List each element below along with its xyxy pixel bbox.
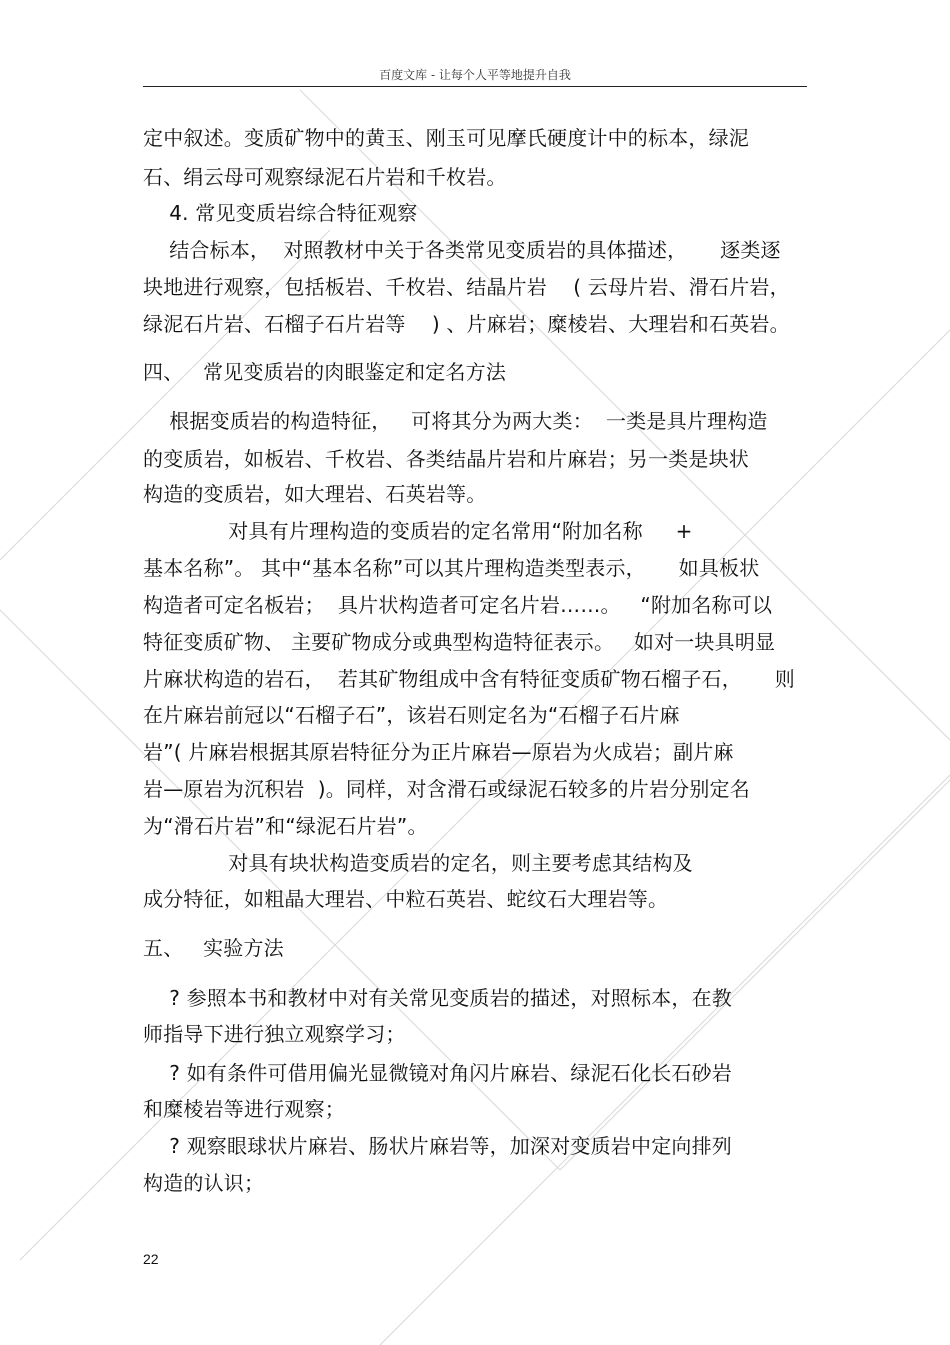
page-number: 22: [143, 1251, 159, 1267]
section-heading: 四、 常见变质岩的肉眼鉴定和定名方法: [143, 360, 507, 384]
body-line: 的变质岩，如板岩、千枚岩、各类结晶片岩和片麻岩；另一类是块状: [143, 447, 749, 471]
body-line: 定中叙述。变质矿物中的黄玉、刚玉可见摩氏硬度计中的标本，绿泥: [143, 126, 749, 150]
body-line: 结合标本， 对照教材中关于各类常见变质岩的具体描述， 逐类逐: [143, 238, 781, 262]
body-line: 特征变质矿物、 主要矿物成分或典型构造特征表示。 如对一块具明显: [143, 630, 776, 654]
body-line: 片麻状构造的岩石， 若其矿物组成中含有特征变质矿物石榴子石， 则: [143, 667, 795, 691]
body-line: 块地进行观察，包括板岩、千枚岩、结晶片岩 ( 云母片岩、滑石片岩，: [143, 275, 790, 299]
body-line: 对具有块状构造变质岩的定名，则主要考虑其结构及: [143, 851, 693, 875]
body-line: 成分特征，如粗晶大理岩、中粒石英岩、蛇纹石大理岩等。: [143, 887, 669, 911]
body-line: 构造的变质岩，如大理岩、石英岩等。: [143, 482, 487, 506]
body-line: 和糜棱岩等进行观察；: [143, 1097, 345, 1121]
body-line: 岩”( 片麻岩根据其原岩特征分为正片麻岩—原岩为火成岩；副片麻: [143, 740, 734, 764]
list-item: ? 参照本书和教材中对有关常见变质岩的描述，对照标本，在教: [143, 986, 733, 1010]
header-divider: [143, 86, 807, 87]
body-line: 师指导下进行独立观察学习；: [143, 1022, 406, 1046]
list-item: ? 观察眼球状片麻岩、肠状片麻岩等，加深对变质岩中定向排列: [143, 1134, 733, 1158]
section-heading: 4. 常见变质岩综合特征观察: [143, 201, 418, 225]
section-heading: 五、 实验方法: [143, 936, 284, 960]
body-line: 基本名称”。 其中“基本名称”可以其片理构造类型表示， 如具板状: [143, 556, 760, 580]
body-line: 绿泥石片岩、石榴子石片岩等 ) 、片麻岩；糜棱岩、大理岩和石英岩。: [143, 312, 790, 336]
page-header: 百度文库 - 让每个人平等地提升自我: [379, 68, 571, 82]
body-line: 对具有片理构造的变质岩的定名常用“附加名称 +: [143, 519, 693, 543]
body-line: 岩—原岩为沉积岩 )。同样，对含滑石或绿泥石较多的片岩分别定名: [143, 777, 750, 801]
body-line: 为“滑石片岩”和“绿泥石片岩”。: [143, 814, 428, 838]
list-item: ? 如有条件可借用偏光显微镜对角闪片麻岩、绿泥石化长石砂岩: [143, 1061, 733, 1085]
body-line: 根据变质岩的构造特征， 可将其分为两大类： 一类是具片理构造: [143, 409, 768, 433]
body-line: 构造者可定名板岩； 具片状构造者可定名片岩……。 “附加名称可以: [143, 593, 773, 617]
body-line: 构造的认识；: [143, 1171, 265, 1195]
body-line: 石、绢云母可观察绿泥石片岩和千枚岩。: [143, 165, 507, 189]
body-line: 在片麻岩前冠以“石榴子石”，该岩石则定名为“石榴子石片麻: [143, 703, 680, 727]
